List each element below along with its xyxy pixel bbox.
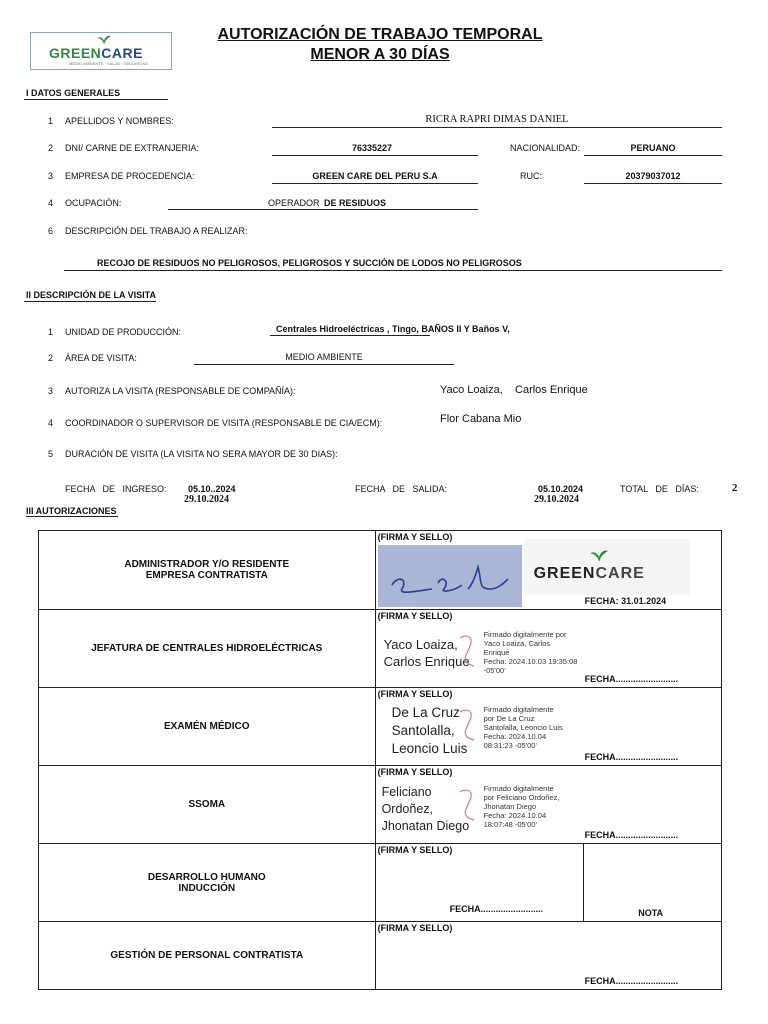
firma-label: (FIRMA Y SELLO) bbox=[377, 689, 453, 699]
ocupacion-value-a: OPERADOR bbox=[268, 198, 320, 208]
fecha-ingreso-label: FECHA DE INGRESO: bbox=[65, 484, 167, 494]
auth-row-jefatura bbox=[39, 610, 722, 688]
signature-cell bbox=[375, 531, 721, 610]
fecha-salida-new: 29.10.2024 bbox=[534, 494, 579, 505]
apellidos-label: APELLIDOS Y NOMBRES: bbox=[65, 116, 174, 126]
digital-signer-name: Feliciano Ordoñez, Jhonatan Diego bbox=[381, 785, 470, 833]
company-stamp bbox=[524, 539, 690, 595]
descripcion-label: DESCRIPCIÓN DEL TRABAJO A REALIZAR: bbox=[65, 226, 248, 236]
row-num: 4 bbox=[48, 418, 54, 428]
firma-label: (FIRMA Y SELLO) bbox=[377, 532, 453, 542]
auth-label-gestion-personal: GESTIÓN DE PERSONAL CONTRATISTA bbox=[39, 922, 376, 990]
stamp-text-green: GREEN bbox=[533, 565, 596, 582]
row-num: 6 bbox=[48, 226, 54, 236]
page-title-line2: MENOR A 30 DÍAS bbox=[310, 46, 450, 63]
digital-signature-meta: Firmado digitalmente por Yaco Loaiza, Carlos Enrique Fecha: 2024.10.03 19:35:08 -05'00' bbox=[483, 630, 578, 675]
row-num: 2 bbox=[48, 353, 54, 363]
handwritten-signature bbox=[378, 545, 522, 607]
fecha-salida-value: 05.10.2024 bbox=[538, 484, 584, 494]
signature-cell bbox=[375, 922, 721, 990]
ocupacion-value-b: DE RESIDUOS bbox=[324, 198, 387, 208]
dni-value: 76335227 bbox=[351, 143, 393, 153]
section2-heading: II DESCRIPCIÓN DE LA VISITA bbox=[26, 290, 157, 300]
unidad-label: UNIDAD DE PRODUCCIÓN: bbox=[65, 327, 182, 337]
digital-signature-mark-icon bbox=[456, 706, 478, 744]
firma-label: (FIRMA Y SELLO) bbox=[377, 767, 453, 777]
area-value: MEDIO AMBIENTE bbox=[285, 352, 363, 362]
signature-cell bbox=[375, 688, 721, 766]
fecha-value: FECHA: 31.01.2024 bbox=[584, 596, 667, 606]
unidad-value: Centrales Hidroeléctricas , Tingo, BAÑOS II Y Baños V, bbox=[276, 324, 510, 334]
empresa-value: GREEN CARE DEL PERU S.A bbox=[312, 171, 438, 181]
autoriza-value: Yaco Loaiza, Carlos Enrique bbox=[440, 384, 588, 396]
authorizations-table bbox=[38, 530, 722, 990]
auth-row-examen-medico bbox=[39, 688, 722, 766]
signature-cell bbox=[375, 844, 584, 922]
descripcion-value: RECOJO DE RESIDUOS NO PELIGROSOS, PELIGROSOS Y SUCCIÓN DE LODOS NO PELIGROSOS bbox=[97, 258, 522, 268]
apellidos-value: RICRA RAPRI DIMAS DANIEL bbox=[425, 114, 569, 125]
auth-label-desarrollo-humano: DESARROLLO HUMANO INDUCCIÓN bbox=[39, 844, 376, 922]
firma-label: (FIRMA Y SELLO) bbox=[377, 923, 453, 933]
row-num: 4 bbox=[48, 198, 54, 208]
logo-text-blue: CARE bbox=[101, 45, 143, 61]
row-num: 1 bbox=[48, 116, 54, 126]
fecha-ingreso-value: 05.10..2024 bbox=[188, 484, 236, 494]
nacionalidad-value: PERUANO bbox=[630, 143, 676, 153]
signature-cell bbox=[375, 610, 721, 688]
ruc-value: 20379037012 bbox=[625, 171, 681, 181]
row-num: 2 bbox=[48, 143, 54, 153]
leaf-icon bbox=[590, 549, 608, 563]
auth-label-administrador: ADMINISTRADOR Y/O RESIDENTE EMPRESA CONTRATISTA bbox=[39, 531, 376, 610]
fecha-blank: FECHA......................... bbox=[449, 904, 544, 914]
digital-signer-name: Yaco Loaiza, Carlos Enrique bbox=[383, 637, 470, 669]
firma-label: (FIRMA Y SELLO) bbox=[377, 845, 453, 855]
fecha-blank: FECHA......................... bbox=[584, 976, 679, 986]
fecha-ingreso-new: 29.10.2024 bbox=[184, 494, 229, 505]
duracion-label: DURACIÓN DE VISITA (LA VISITA NO SERA MAYOR DE 30 DIAS): bbox=[65, 449, 338, 459]
auth-row-administrador bbox=[39, 531, 722, 610]
auth-row-desarrollo-humano bbox=[39, 844, 722, 922]
company-logo bbox=[30, 32, 172, 70]
nacionalidad-label: NACIONALIDAD: bbox=[510, 143, 581, 153]
digital-signature-mark-icon bbox=[456, 632, 478, 670]
digital-signature-meta: Firmado digitalmente por Feliciano Ordoñez, Jhonatan Diego Fecha: 2024.10.04 18:07:48 -05'00' bbox=[483, 784, 560, 829]
logo-text-green: GREEN bbox=[49, 45, 102, 61]
leaf-icon bbox=[97, 35, 111, 45]
area-label: ÁREA DE VISITA: bbox=[65, 353, 137, 363]
section3-heading: III AUTORIZACIONES bbox=[26, 506, 117, 516]
coordinador-value: Flor Cabana Mio bbox=[440, 413, 522, 425]
signature-cell bbox=[375, 766, 721, 844]
auth-row-ssoma bbox=[39, 766, 722, 844]
row-num: 3 bbox=[48, 386, 54, 396]
fecha-blank: FECHA......................... bbox=[584, 674, 679, 684]
dni-label: DNI/ CARNE DE EXTRANJERIA: bbox=[65, 143, 200, 153]
total-dias-value: 2 bbox=[732, 482, 738, 494]
auth-label-ssoma: SSOMA bbox=[39, 766, 376, 844]
auth-label-examen-medico: EXAMÉN MÉDICO bbox=[39, 688, 376, 766]
digital-signature-mark-icon bbox=[456, 786, 478, 824]
empresa-label: EMPRESA DE PROCEDENCIA: bbox=[65, 171, 195, 181]
logo-tagline: MEDIO AMBIENTE · SALUD · SEGURIDAD bbox=[69, 61, 148, 66]
coordinador-label: COORDINADOR O SUPERVISOR DE VISITA (RESPONSABLE DE CIA/ECM): bbox=[65, 418, 383, 428]
row-num: 3 bbox=[48, 171, 54, 181]
total-dias-label: TOTAL DE DÍAS: bbox=[620, 484, 699, 494]
auth-row-gestion-personal bbox=[39, 922, 722, 990]
section1-heading: I DATOS GENERALES bbox=[26, 88, 121, 98]
fecha-blank: FECHA......................... bbox=[584, 830, 679, 840]
page-title-line1: AUTORIZACIÓN DE TRABAJO TEMPORAL bbox=[217, 26, 543, 43]
fecha-salida-label: FECHA DE SALIDA: bbox=[355, 484, 448, 494]
row-num: 1 bbox=[48, 327, 54, 337]
nota-label: NOTA bbox=[638, 908, 664, 918]
ocupacion-label: OCUPACIÓN: bbox=[65, 198, 122, 208]
firma-label: (FIRMA Y SELLO) bbox=[377, 611, 453, 621]
digital-signer-name: De La Cruz Santolalla, Leoncio Luis bbox=[391, 705, 468, 756]
digital-signature-meta: Firmado digitalmente por De La Cruz Santolalla, Leoncio Luis Fecha: 2024.10.04 08:31:23 -05'00' bbox=[483, 705, 563, 750]
ruc-label: RUC: bbox=[520, 171, 542, 181]
signature-scribble-icon bbox=[378, 545, 522, 607]
row-num: 5 bbox=[48, 449, 54, 459]
autoriza-label: AUTORIZA LA VISITA (RESPONSABLE DE COMPAÑÍA): bbox=[65, 386, 296, 396]
stamp-text-blue: CARE bbox=[595, 565, 645, 582]
fecha-blank: FECHA......................... bbox=[584, 752, 679, 762]
nota-cell bbox=[584, 844, 722, 922]
auth-label-jefatura: JEFATURA DE CENTRALES HIDROELÉCTRICAS bbox=[39, 610, 376, 688]
